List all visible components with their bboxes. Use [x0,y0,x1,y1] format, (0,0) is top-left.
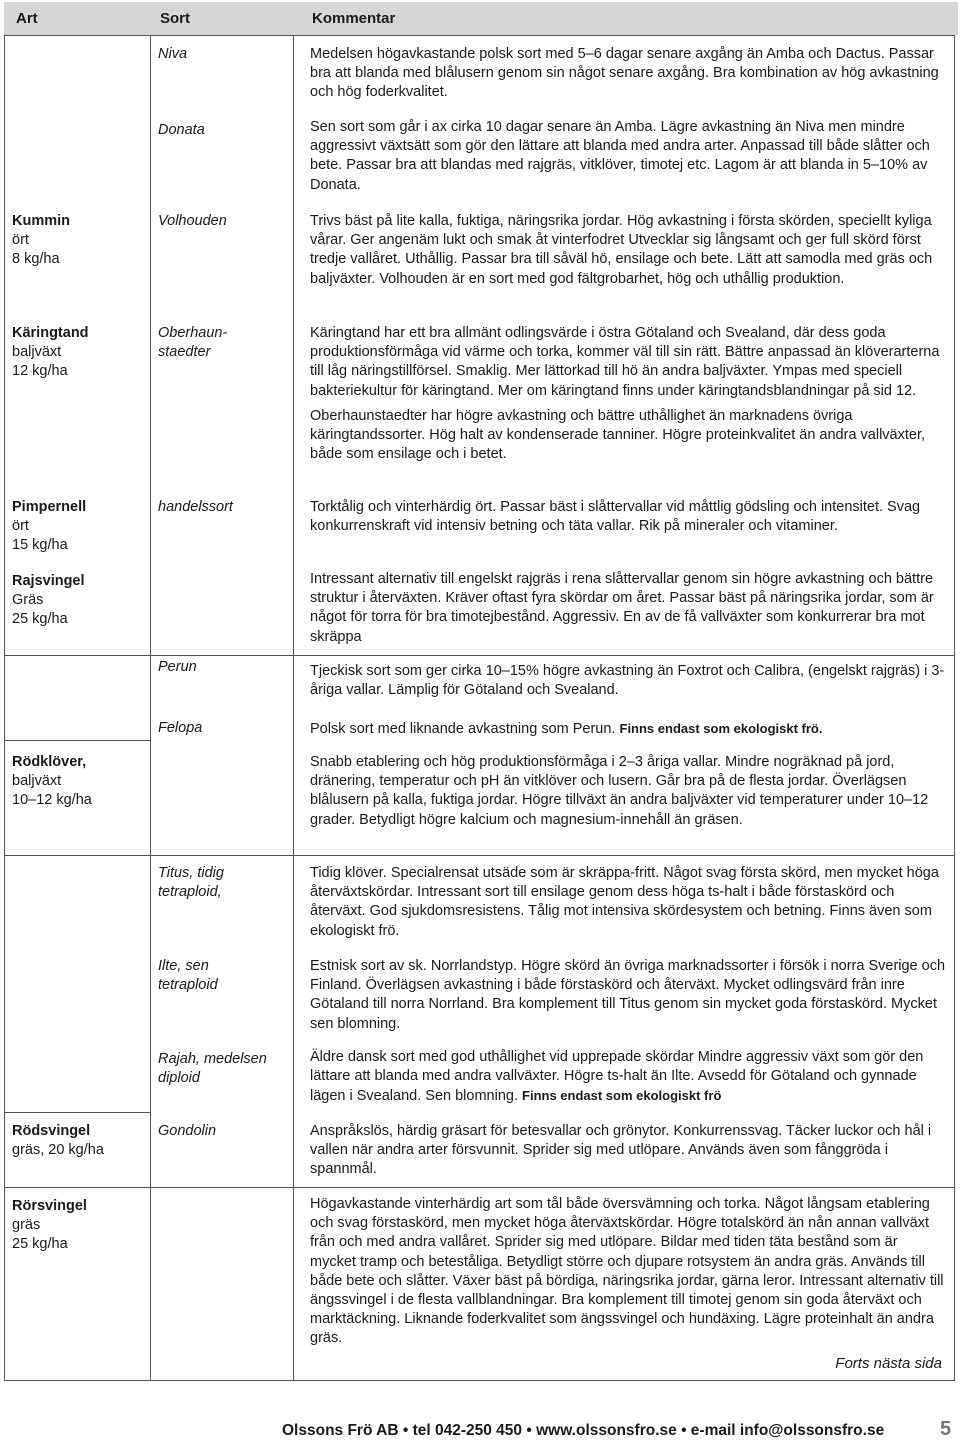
comment-rajah: Äldre dansk sort med god uthållighet vid upprepade skördar Mindre aggressiv växt som gör den lättare att blanda med andra vallväxter. Högre ts-halt än Ilte. Avsedd för Götaland och gynnade lägen i Svealand. Sen blomning. Finns endast som ekologiskt frö [310,1049,924,1105]
header-kommentar: Kommentar [312,10,396,27]
header-art: Art [16,10,38,27]
sort-donata: Donata [158,122,205,138]
sort-felopa: Felopa [158,720,203,736]
comment-rajsvingel: Intressant alternativ till engelskt rajgräs i rena slåttervallar genom sin högre avkastning och bättre struktur i återväxten. Kräver oftast fyra skördar om året. Passar bäst på näringsrika jordar, som är något för torra för bra timotejbestånd. Aggressiv. En av de få vallväxter som konkurrerar bra mot skräppa [310,571,934,645]
row-separator [4,855,955,856]
row-separator [4,1112,151,1113]
comment-donata: Sen sort som går i ax cirka 10 dagar senare än Amba. Lägre avkastning än Niva men mindre aggressivt växtsätt som gör den lättare att blanda med andra arter. Anpassad till både slåtter och bete. Passar bra att blandas med rajgräs, vitklöver, timotej etc. Lagom är att blanda in 5–10% av Donata. [310,119,930,193]
art-pimpernell: Pimpernell ört 15 kg/ha [12,499,87,554]
row-separator [4,655,955,656]
ecological-note: Finns endast som ekologiskt frö. [619,721,823,736]
comment-perun: Tjeckisk sort som ger cirka 10–15% högre avkastning än Foxtrot och Calibra, (engelskt rajgräs) i 3-åriga vallar. Lämplig för Götaland och Svealand. [310,663,945,699]
continued-note: Forts nästa sida [835,1355,942,1372]
header-sort: Sort [160,10,190,27]
comment-rorsvingel: Högavkastande vinterhärdig art som tål både översvämning och torka. Något långsam etablering och svag förstaskörd, men mycket höga återväxtskördar. Högre totalskörd än nån annan vallväxt från och med andra vallåret. Sprider sig med utlöpare. Bildar med tiden täta bestånd som är mycket tramp och beteståliga. Betydligt större och djupare rotsystem än andra gräs. Används till både bete och slåtter. Växer bäst på bördiga, näringsrika jordar, gärna leror. Intressant alternativ till ängssvingel i de flesta vallblandningar. Bra komplement till timotej genom sin goda återväxt och marktäckning. Liknande foderkvalitet som ängssvingel och hundäxing. Lägre proteinhalt än andra gräs. [310,1196,944,1347]
ecological-note: Finns endast som ekologiskt frö [522,1088,722,1104]
comment-oberhaunstaedter: Käringtand har ett bra allmänt odlingsvärde i östra Götaland och Svealand, där dess goda produktionsförmåga vid värme och torka, kommer väl till sin rätt. Bättre anpassad än klöverarterna till låg näringstillförsel. Smaklig. Mer lättorkad till hö än andra baljväxter. Ympas med speciell bakteriekultur för käringtand. Mer om käringtand finns under käringtandsblandningar på sid 12. Oberhaunstaedter har högre avkastning och bättre uthållighet än marknadens övriga käringtandssorter. Hög halt av kondenserade tanniner. Högre proteinkvalitet än andra vallväxter, både som ensilage och i betet. [310,325,940,463]
comment-felopa: Polsk sort med liknande avkastning som Perun. Finns endast som ekologiskt frö. [310,721,823,737]
row-separator [4,740,151,741]
column-divider-art [150,35,151,1381]
comment-pimpernell: Torktålig och vinterhärdig ört. Passar bäst i slåttervallar vid måttlig gödsling och intensitet. Svag konkurrenskraft vid intensiv betning och täta vallar. Rik på mineraler och vitaminer. [310,499,921,535]
comment-volhouden: Trivs bäst på lite kalla, fuktiga, näringsrika jordar. Hög avkastning i första skörden, speciellt kyliga vårar. Ger angenäm lukt och smak åt vinterfodret Utvecklar sig långsamt och ger full skörd först tredje vallåret. Uthållig. Passar bra till såväl hö, ensilage och bete. Lätt att samodla med gräs och baljväxter. Volhouden är en sort med god fältgrobarhet, hög och uthållig produktion. [310,213,933,287]
row-separator [4,1187,955,1188]
sort-ilte: Ilte, sen tetraploid [158,958,218,994]
art-rodsvingel: Rödsvingel gräs, 20 kg/ha [12,1123,104,1159]
comment-titus: Tidig klöver. Specialrensat utsäde som är skräppa-fritt. Något svag första skörd, men mycket höga återväxtskördar. Intressant sort till ensilage genom dess höga ts-halt i både förstaskörd och återväxt. God sjukdomsresistens. Tålig mot intensiva skördesystem och betning. Finns även som ekologiskt frö. [310,865,939,939]
sort-volhouden: Volhouden [158,213,227,229]
sort-handelssort: handelssort [158,499,233,515]
sort-niva: Niva [158,46,188,62]
art-kummin: Kummin ört 8 kg/ha [12,213,70,268]
art-karingtand: Käringtand baljväxt 12 kg/ha [12,325,89,380]
sort-rajah: Rajah, medelsen diploid [158,1051,267,1087]
comment-rodklover: Snabb etablering och hög produktionsförmåga i 2–3 åriga vallar. Mindre nogräknad på jord, dränering, temperatur och pH än vitklöver och lusern. Går bra på de flesta jordar. Överlägsen blålusern på kalla, fuktiga jordar. Högre tillväxt än andra baljväxter vid temperaturer under 10–12 grader. Betydligt högre kalcium och magnesium-innehåll än gräsen. [310,754,929,828]
art-rajsvingel: Rajsvingel Gräs 25 kg/ha [12,573,85,628]
footer [0,1418,960,1442]
comment-ilte: Estnisk sort av sk. Norrlandstyp. Högre skörd än övriga marknadssorter i försök i norra Sverige och Finland. Överlägsen avkastning i både förstaskörd och återväxt. Mycket odlingsvärd från inre Götaland till norra Norrland. Bra komplement till Titus genom sin mycket goda förstaskörd. Mycket sen blomning. [310,958,946,1032]
art-rodklover: Rödklöver, baljväxt 10–12 kg/ha [12,754,92,809]
page-number: 5 [940,1418,952,1440]
art-rorsvingel: Rörsvingel gräs 25 kg/ha [12,1198,87,1253]
sort-gondolin: Gondolin [158,1123,217,1139]
column-divider-sort [293,35,294,1381]
sort-perun: Perun [158,659,197,675]
table-header [4,2,958,35]
sort-oberhaunstaedter: Oberhaun-staedter [158,325,228,361]
comment-rodsvingel: Anspråkslös, härdig gräsart för betesvallar och grönytor. Konkurrenssvag. Täcker luckor och hål i vallen när andra arter försvunnit. Sprider sig med utlöpare. Används även som fånggröda i spannmål. [310,1123,932,1178]
sort-titus: Titus, tidig tetraploid, [158,865,224,901]
footer-contact: Olssons Frö AB • tel 042-250 450 • www.olssonsfro.se • e-mail info@olssonsfro.se [282,1422,885,1439]
comment-niva: Medelsen högavkastande polsk sort med 5–6 dagar senare axgång än Amba och Dactus. Passar bra att blanda med blålusern genom sin något senare axgång. Bra kombination av hög avkastning och hög foderkvalitet. [310,46,939,101]
